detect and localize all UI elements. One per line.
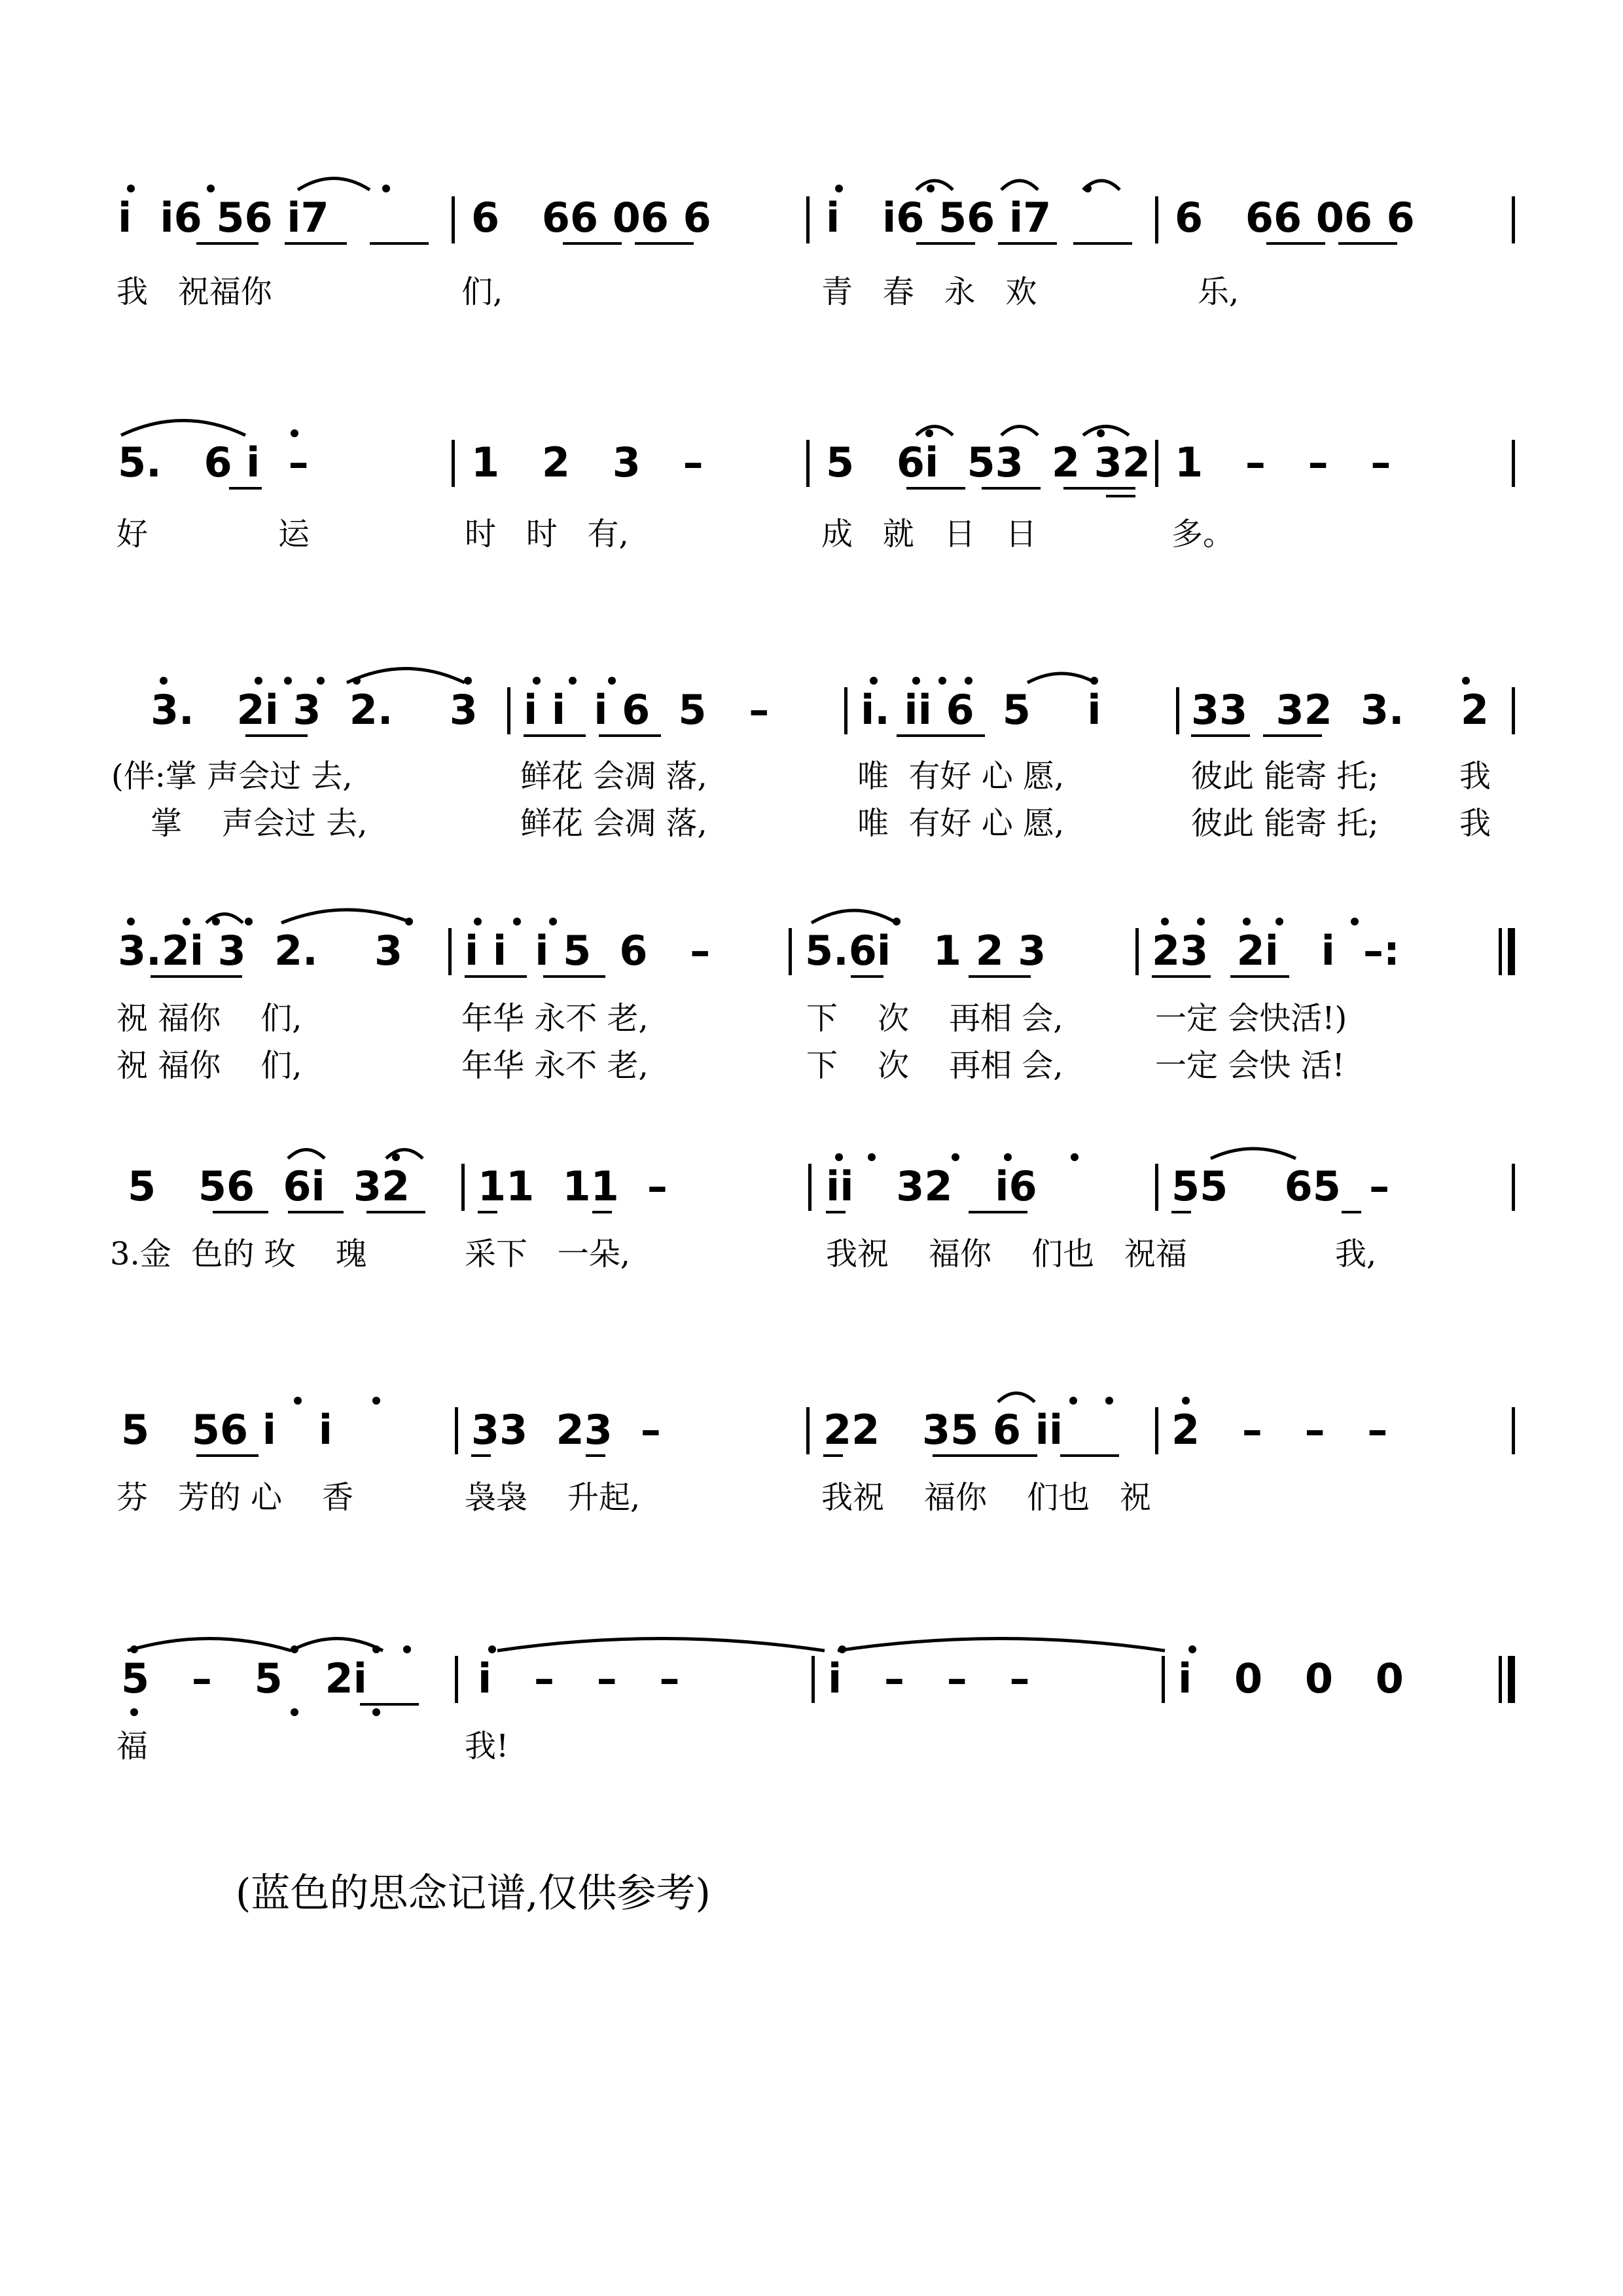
lyric: 我祝 福你 们也 祝福 <box>826 1236 1187 1272</box>
measure-notes: 1 – – – <box>1175 439 1391 486</box>
lyric: 我! <box>465 1728 509 1765</box>
measure-notes: i i i 5 6 – <box>465 927 711 975</box>
lyric: 唯 有好 心 愿, <box>857 805 1065 842</box>
lyric: 一定 会快 活! <box>1155 1047 1345 1084</box>
measure-notes: 6 66 06 6 <box>471 194 711 242</box>
lyric: 下 次 再相 会, <box>806 1047 1063 1084</box>
lyric: 一定 会快活!) <box>1155 1000 1347 1037</box>
slur <box>386 1150 423 1159</box>
lyric: 祝 福你 们, <box>116 1000 302 1037</box>
lyric: 我 <box>1459 758 1491 795</box>
lyric: 彼此 能寄 托; <box>1191 805 1379 842</box>
slur <box>206 914 243 924</box>
slur <box>288 1150 325 1159</box>
measure-notes: 55 65 – <box>1171 1162 1390 1210</box>
lyric: 我 <box>1459 805 1491 842</box>
slur <box>1001 181 1038 190</box>
measure-notes: 33 23 – <box>471 1406 661 1454</box>
measure-notes: 5 – 5 2i <box>121 1655 367 1702</box>
slur <box>128 1639 291 1651</box>
measure-notes: 11 11 – <box>478 1162 668 1210</box>
slur <box>281 910 412 923</box>
lyric: 我 祝福你 <box>116 274 272 310</box>
slur <box>1027 673 1096 683</box>
measure-notes: 5.6i 1 2 3 <box>805 927 1046 975</box>
lyric: (伴:掌 声会过 去, <box>111 758 353 795</box>
slur <box>291 1639 383 1651</box>
measure-notes: i i6 56 i7 <box>118 194 329 242</box>
lyric: 多。 <box>1171 516 1235 552</box>
lyric: 青 春 永 欢 <box>821 274 1037 310</box>
lyric: 芬 芳的 心 香 <box>116 1479 354 1516</box>
slur <box>838 1639 1165 1651</box>
lyric: 祝 福你 们, <box>116 1047 302 1084</box>
measure-notes: 3.2i 3 2. 3 <box>118 927 403 975</box>
measure-notes: 5 6i 53 2 32 <box>826 439 1150 486</box>
measure-notes: 5 56 i i <box>121 1406 333 1454</box>
lyric: 彼此 能寄 托; <box>1191 758 1379 795</box>
slur <box>1001 427 1038 436</box>
slur <box>1211 1149 1296 1158</box>
slur <box>1083 427 1129 436</box>
lyric: 掌 声会过 去, <box>151 805 368 842</box>
lyric: 采下 一朵, <box>465 1236 631 1272</box>
lyric: 年华 永不 老, <box>461 1047 649 1084</box>
slur <box>998 1393 1035 1403</box>
lyric: 3.金 色的 玫 瑰 <box>110 1236 367 1272</box>
measure-notes: 5 56 6i 32 <box>128 1162 410 1210</box>
lyric: 我祝 福你 们也 祝 <box>821 1479 1151 1516</box>
lyric: 好 <box>116 516 149 552</box>
lyric: 下 次 再相 会, <box>806 1000 1063 1037</box>
measure-notes: i i i 6 5 – <box>524 686 770 734</box>
lyric: 福 <box>116 1728 149 1765</box>
lyric: 们, <box>461 274 503 310</box>
measure-notes: i – – – <box>828 1655 1030 1702</box>
lyric: 乐, <box>1198 274 1240 310</box>
measure-notes: 3. 2i 3 2. 3 <box>151 686 478 734</box>
slur <box>812 910 897 923</box>
lyric: 成 就 日 日 <box>821 516 1037 552</box>
lyric: 我, <box>1335 1236 1377 1272</box>
measure-notes: 22 35 6 ii <box>823 1406 1063 1454</box>
measure-notes: 1 2 3 – <box>471 439 704 486</box>
measure-notes: 23 2i i –: <box>1152 927 1400 975</box>
lyric: 袅袅 升起, <box>465 1479 641 1516</box>
lyric: 唯 有好 心 愿, <box>857 758 1065 795</box>
measure-notes: i i6 56 i7 <box>826 194 1052 242</box>
measure-notes: ii 32 i6 <box>826 1162 1037 1210</box>
slur <box>347 669 465 683</box>
lyric: 鲜花 会凋 落, <box>520 805 707 842</box>
slur <box>121 421 245 436</box>
measure-notes: i 0 0 0 <box>1178 1655 1404 1702</box>
slur <box>497 1639 825 1651</box>
measure-notes: 33 32 3. 2 <box>1191 686 1489 734</box>
slur <box>916 427 953 436</box>
lyric: 鲜花 会凋 落, <box>520 758 707 795</box>
measure-notes: 2 – – – <box>1171 1406 1388 1454</box>
lyric: 年华 永不 老, <box>461 1000 649 1037</box>
measure-notes: i. ii 6 5 i <box>861 686 1101 734</box>
measure-notes: i – – – <box>478 1655 680 1702</box>
slur <box>916 181 953 190</box>
measure-notes: 6 66 06 6 <box>1175 194 1415 242</box>
measure-notes: 5. 6 i – <box>118 439 309 486</box>
lyric: 时 时 有, <box>465 516 629 552</box>
transcription-note: (蓝色的思念记谱,仅供参考) <box>236 1871 711 1916</box>
lyric: 运 <box>278 516 310 552</box>
slur <box>298 179 370 190</box>
